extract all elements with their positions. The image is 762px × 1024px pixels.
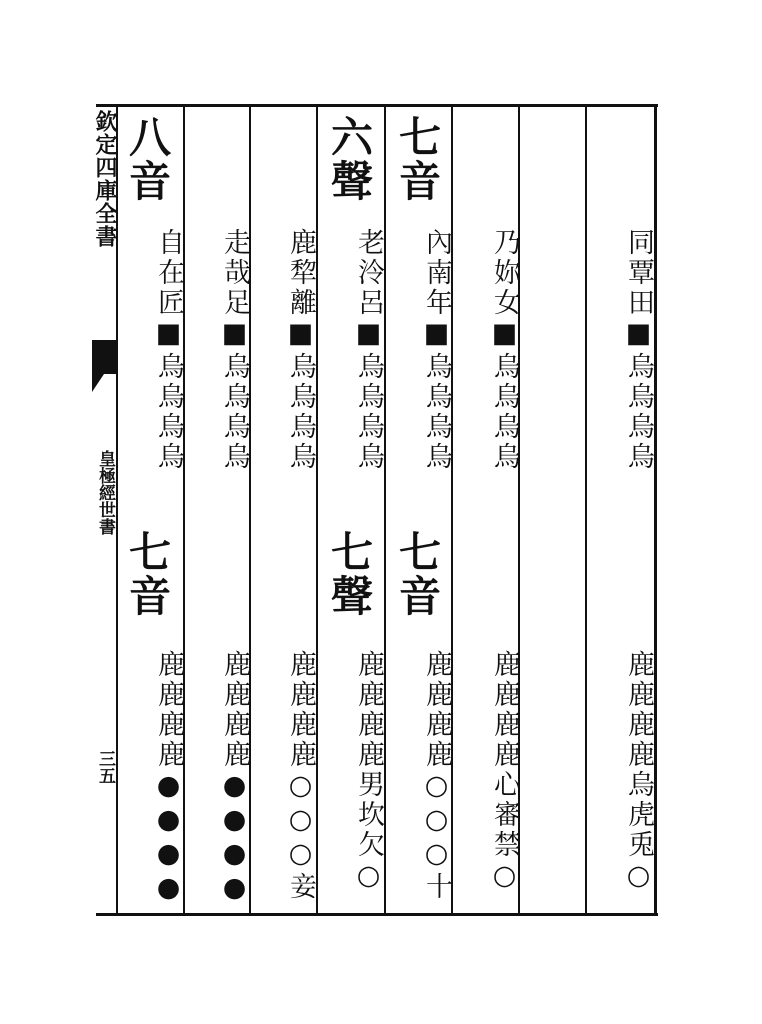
fishtail-mark <box>92 340 116 374</box>
text-column <box>120 228 184 472</box>
column-rule <box>384 105 386 915</box>
text-column <box>320 650 384 894</box>
outer-frame-rule <box>654 105 657 915</box>
text-column <box>456 228 520 472</box>
text-line: 老泠呂■ <box>353 228 384 352</box>
text-line: 烏烏烏烏 <box>285 352 316 472</box>
text-line: ○○○妾 <box>285 770 316 902</box>
heading-ba-yin: 八音 <box>123 115 172 203</box>
text-column <box>120 650 184 906</box>
text-column <box>186 228 250 472</box>
text-line: 鹿鹿鹿鹿 <box>285 650 316 770</box>
text-line: 鹿鹿鹿鹿 <box>153 650 184 770</box>
text-line: 鹿鹿鹿鹿 <box>623 650 654 770</box>
bottom-frame-rule <box>96 913 658 916</box>
text-line: 烏虎兎○ <box>623 770 654 894</box>
text-line: 鹿鹿鹿鹿 <box>353 650 384 770</box>
text-line: 自在匠■ <box>153 228 184 352</box>
text-line: 烏烏烏烏 <box>489 352 520 472</box>
text-line: 鹿鹿鹿鹿 <box>421 650 452 770</box>
top-frame-rule <box>96 104 658 107</box>
text-line: 乃妳女■ <box>489 228 520 352</box>
text-column <box>186 650 250 906</box>
column-rule <box>585 105 587 915</box>
text-line: ○○○十 <box>421 770 452 902</box>
text-line: 鹿鹿鹿鹿 <box>489 650 520 770</box>
text-line: 烏烏烏烏 <box>153 352 184 472</box>
heading-liu-sheng: 六聲 <box>325 115 374 203</box>
heading-qi-yin: 七音 <box>393 530 442 618</box>
text-line: 男坎欠○ <box>353 770 384 894</box>
text-column <box>590 650 654 894</box>
text-line: 心審禁○ <box>489 770 520 894</box>
text-line: 鹿犂離■ <box>285 228 316 352</box>
text-column <box>456 650 520 894</box>
text-column <box>590 228 654 472</box>
text-line: ●●●● <box>153 770 184 906</box>
collection-title: 欽定四庫全書 <box>92 110 118 248</box>
heading-qi-sheng: 七聲 <box>325 530 374 618</box>
text-line: 烏烏烏烏 <box>421 352 452 472</box>
page-margin <box>92 110 118 900</box>
text-column <box>388 650 452 902</box>
text-line: 烏烏烏烏 <box>353 352 384 472</box>
text-line: 鹿鹿鹿鹿 <box>219 650 250 770</box>
text-column <box>252 228 316 472</box>
text-line: ●●●● <box>219 770 250 906</box>
text-line: 同覃田■ <box>623 228 654 352</box>
text-line: 走哉足■ <box>219 228 250 352</box>
book-title: 皇極經世書 <box>95 450 115 535</box>
text-column <box>320 228 384 472</box>
page-number: 三五 <box>95 750 115 784</box>
text-line: 烏烏烏烏 <box>623 352 654 472</box>
column-rule <box>316 105 318 915</box>
text-column <box>388 228 452 472</box>
text-column <box>252 650 316 902</box>
text-line: 烏烏烏烏 <box>219 352 250 472</box>
text-line: 內南年■ <box>421 228 452 352</box>
heading-qi-yin: 七音 <box>393 115 442 203</box>
heading-qi-yin: 七音 <box>123 530 172 618</box>
